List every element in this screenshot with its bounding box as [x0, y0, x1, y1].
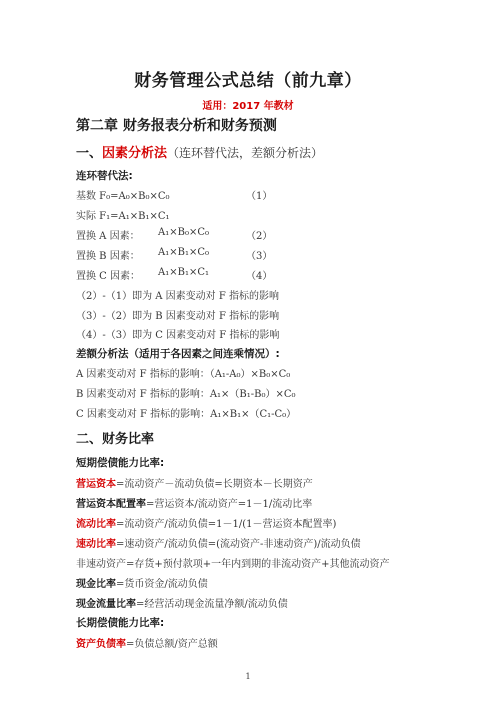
chain-line-replace-b: 置换 B 因素：	[76, 251, 140, 262]
impact-line-a: （2）-（1）即为 A 因素变动对 F 指标的影响	[76, 291, 279, 302]
section-heading-1	[76, 142, 323, 161]
impact-line-b: （3）-（2）即为 B 因素变动对 F 指标的影响	[76, 311, 280, 322]
subtitle-prefix: 适用：	[202, 101, 233, 112]
long-term-label: 长期偿债能力比率:	[76, 617, 165, 629]
ratio-cash-flow	[76, 595, 288, 610]
ratio-cash	[76, 575, 208, 590]
chain-formula-a: A₁×B₀×C₀	[158, 227, 210, 238]
formula-quick-ratio: =速动资产/流动负债=(流动资产-非速动资产)/流动负债	[116, 539, 361, 550]
ratio-current	[76, 515, 336, 530]
chain-tag-2: （2）	[246, 231, 273, 242]
term-cash-flow-ratio: 现金流量比率	[76, 599, 136, 610]
formula-debt-asset-ratio: =负债总额/资产总额	[126, 639, 218, 650]
formula-working-capital: =流动资产－流动负债=长期资本－长期资产	[116, 479, 313, 490]
section-1-number: 一、	[76, 146, 103, 161]
chain-tag-3: （3）	[246, 251, 273, 262]
non-quick-assets-line: 非速动资产=存货+预付款项+一年内到期的非流动资产+其他流动资产	[76, 559, 390, 570]
chain-tag-4: （4）	[246, 271, 273, 282]
chain-line-actual: 实际 F₁=A₁×B₁×C₁	[76, 211, 170, 222]
ratio-wc-allocation	[76, 495, 312, 510]
formula-current-ratio: =流动资产/流动负债=1－1/(1－营运资本配置率)	[116, 519, 337, 530]
chain-line-replace-a: 置换 A 因素：	[76, 231, 140, 242]
chapter-heading: 第二章 财务报表分析和财务预测	[76, 118, 277, 134]
formula-cash-flow-ratio: =经营活动现金流量净额/流动负债	[136, 599, 288, 610]
document-title: 财务管理公式总结（前九章）	[134, 71, 362, 91]
section-1-title: 因素分析法	[102, 146, 168, 161]
diff-line-c: C 因素变动对 F 指标的影响：A₁×B₁×（C₁-C₀）	[76, 409, 297, 420]
short-term-label: 短期偿债能力比率:	[76, 457, 165, 469]
term-debt-asset-ratio: 资产负债率	[76, 639, 126, 650]
diff-line-a: A 因素变动对 F 指标的影响：（A₁-A₀）×B₀×C₀	[76, 369, 291, 380]
term-quick-ratio: 速动比率	[76, 539, 116, 550]
chain-line-base: 基数 F₀=A₀×B₀×C₀	[76, 191, 170, 202]
term-current-ratio: 流动比率	[76, 519, 116, 530]
ratio-debt-asset	[76, 635, 218, 650]
chain-formula-b: A₁×B₁×C₀	[158, 247, 210, 258]
diff-line-b: B 因素变动对 F 指标的影响：A₁×（B₁-B₀）×C₀	[76, 389, 296, 400]
ratio-quick	[76, 535, 361, 550]
impact-line-c: （4）-（3）即为 C 因素变动对 F 指标的影响	[76, 330, 280, 341]
term-wc-allocation: 营运资本配置率	[76, 499, 146, 510]
ratio-working-capital	[76, 475, 313, 490]
chain-line-replace-c: 置换 C 因素：	[76, 271, 141, 282]
difference-method-label: 差额分析法（适用于各因素之间连乘情况）:	[76, 348, 280, 360]
document-subtitle	[0, 97, 496, 112]
term-working-capital: 营运资本	[76, 479, 116, 490]
chain-formula-c: A₁×B₁×C₁	[158, 267, 210, 278]
chain-substitution-label: 连环替代法:	[76, 170, 133, 182]
subtitle-year: 2017 年教材	[232, 101, 294, 112]
formula-cash-ratio: =货币资金/流动负债	[116, 579, 208, 590]
section-1-note: （连环替代法，差额分析法）	[167, 146, 324, 160]
term-cash-ratio: 现金比率	[76, 579, 116, 590]
formula-wc-allocation: =营运资本/流动资产=1－1/流动比率	[146, 499, 313, 510]
section-heading-2: 二、财务比率	[76, 432, 155, 447]
page-number: 1	[245, 672, 251, 681]
chain-tag-1: （1）	[246, 191, 273, 202]
